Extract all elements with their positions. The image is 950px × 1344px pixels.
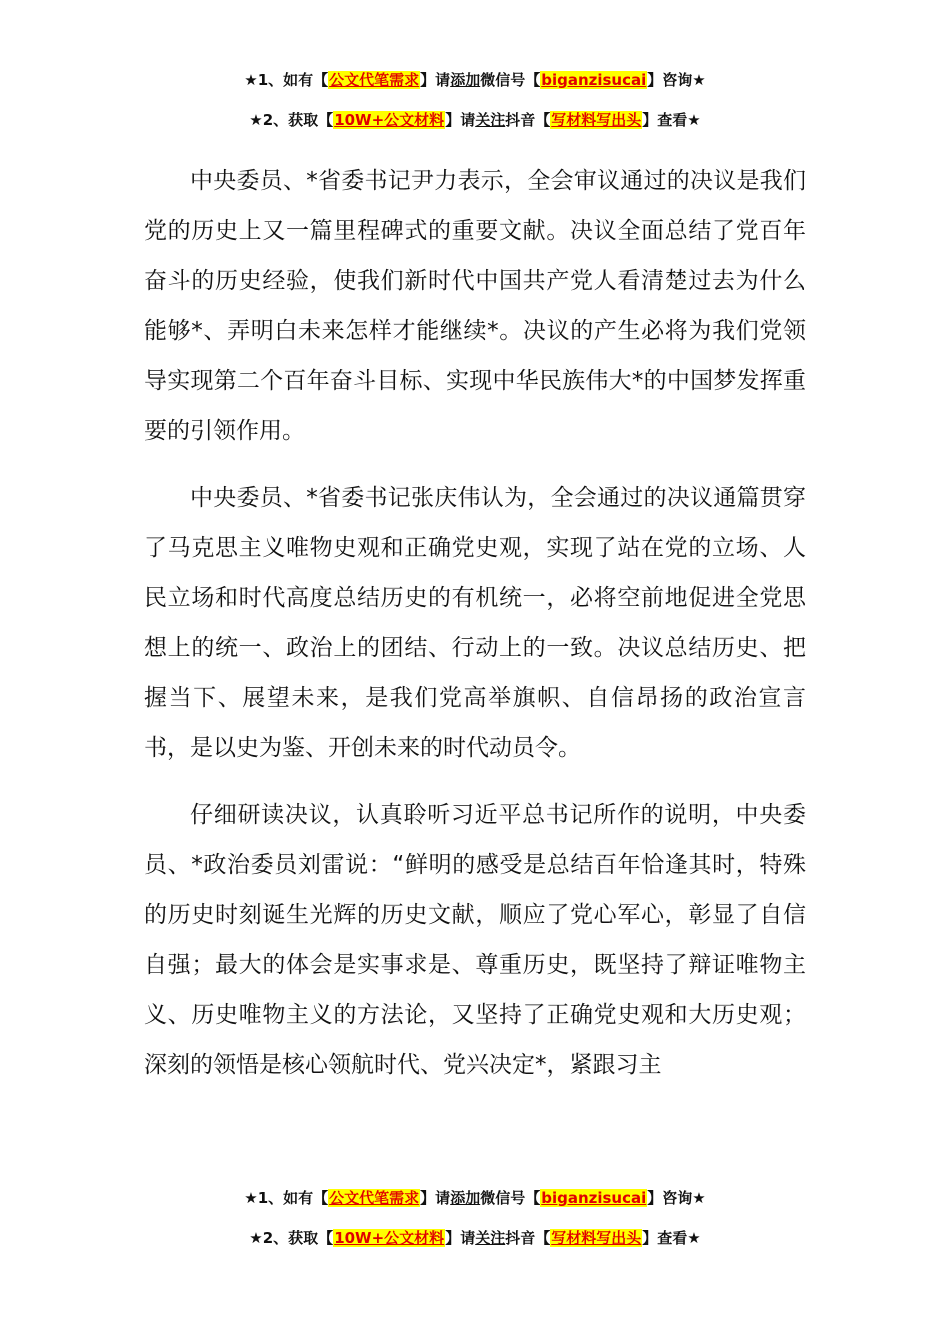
promo-highlight-service: 公文代笔需求 xyxy=(329,71,420,89)
promo-text: ★1、如有【 xyxy=(244,1189,329,1207)
promo-text: 】查看★ xyxy=(642,111,701,129)
promo-line-2 xyxy=(0,1218,950,1258)
promo-text: 】咨询★ xyxy=(647,1189,706,1207)
promo-highlight-materials: 10W+公文材料 xyxy=(334,1229,445,1247)
promo-emphasis: 关注 xyxy=(475,111,506,129)
promo-highlight-douyin-id: 写材料写出头 xyxy=(551,111,642,129)
paragraph-2: 中央委员、*省委书记张庆伟认为，全会通过的决议通篇贯穿了马克思主义唯物史观和正确党史观，实现了站在党的立场、人民立场和时代高度总结历史的有机统一，必将空前地促进全党思想上的统一、政治上的团结、行动上的一致。决议总结历史、把握当下、展望未来，是我们党高举旗帜、自信昂扬的政治宣言书，是以史为鉴、开创未来的时代动员令。 xyxy=(144,485,806,761)
promo-highlight-service: 公文代笔需求 xyxy=(329,1189,420,1207)
promo-highlight-wechat-id: biganzisucai xyxy=(541,71,647,89)
promo-text: 】请 xyxy=(420,1189,451,1207)
promo-line-1 xyxy=(0,1178,950,1218)
header-promo-banner xyxy=(0,60,950,140)
promo-text: 】请 xyxy=(445,1229,476,1247)
document-body xyxy=(144,156,806,1107)
promo-text: 】请 xyxy=(445,111,476,129)
promo-line-2 xyxy=(0,100,950,140)
promo-text: 】咨询★ xyxy=(647,71,706,89)
paragraph-3: 仔细研读决议，认真聆听习近平总书记所作的说明，中央委员、*政治委员刘雷说：“鲜明的感受是总结百年恰逢其时，特殊的历史时刻诞生光辉的历史文献，顺应了党心军心，彰显了自信自强；最大的体会是实事求是、尊重历史，既坚持了辩证唯物主义、历史唯物主义的方法论，又坚持了正确党史观和大历史观；深刻的领悟是核心领航时代、党兴决定*，紧跟习主 xyxy=(144,802,806,1078)
promo-highlight-douyin-id: 写材料写出头 xyxy=(551,1229,642,1247)
promo-text: 抖音【 xyxy=(505,111,551,129)
promo-text: 微信号【 xyxy=(480,1189,541,1207)
promo-highlight-wechat-id: biganzisucai xyxy=(541,1189,647,1207)
promo-text: 抖音【 xyxy=(505,1229,551,1247)
footer-promo-banner xyxy=(0,1178,950,1258)
promo-emphasis: 添加 xyxy=(450,1189,481,1207)
promo-emphasis: 关注 xyxy=(475,1229,506,1247)
promo-highlight-materials: 10W+公文材料 xyxy=(334,111,445,129)
promo-text: 微信号【 xyxy=(480,71,541,89)
promo-text: 】请 xyxy=(420,71,451,89)
paragraph-1: 中央委员、*省委书记尹力表示，全会审议通过的决议是我们党的历史上又一篇里程碑式的重要文献。决议全面总结了党百年奋斗的历史经验，使我们新时代中国共产党人看清楚过去为什么能够*、弄明白未来怎样才能继续*。决议的产生必将为我们党领导实现第二个百年奋斗目标、实现中华民族伟大*的中国梦发挥重要的引领作用。 xyxy=(144,168,806,444)
promo-text: ★1、如有【 xyxy=(244,71,329,89)
promo-text: ★2、获取【 xyxy=(249,1229,334,1247)
promo-line-1 xyxy=(0,60,950,100)
promo-text: ★2、获取【 xyxy=(249,111,334,129)
promo-text: 】查看★ xyxy=(642,1229,701,1247)
promo-emphasis: 添加 xyxy=(450,71,481,89)
